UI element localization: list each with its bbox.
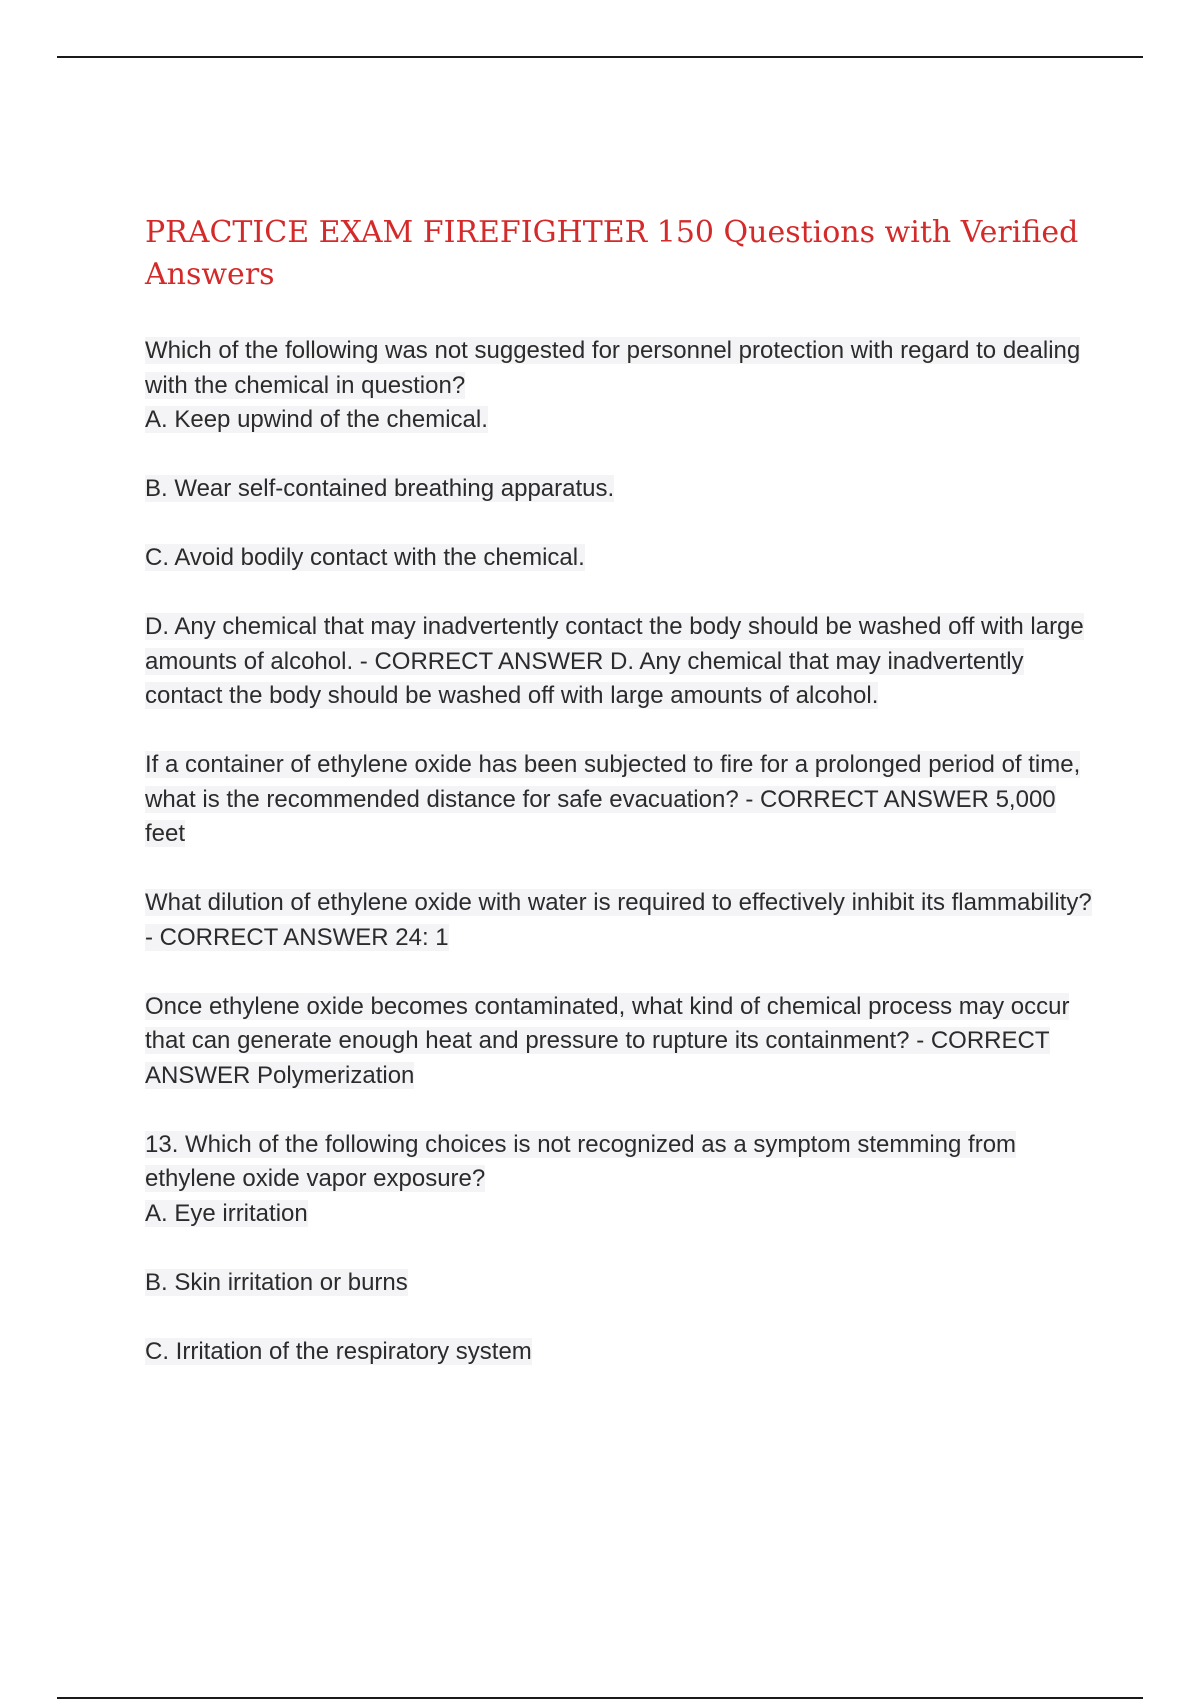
paragraph-line: B. Skin irritation or burns [145, 1268, 408, 1296]
question-2-answer [145, 748, 1095, 852]
question-1-prompt: Which of the following was not suggested for personnel protection with regard to dealing with the chemical in question? [145, 337, 1081, 399]
paragraph-line: B. Wear self-contained breathing apparatus. [145, 475, 615, 502]
question-1-option-d-answer [145, 610, 1095, 714]
question-1-option-a: A. Keep upwind of the chemical. [145, 406, 488, 433]
paragraph-line: If a container of ethylene oxide has been subjected to fire for a prolonged period of time, what is the recommended distance for safe evacuation? - CORRECT ANSWER 5,000 feet [145, 751, 1081, 847]
question-4-answer [145, 990, 1095, 1094]
document-title: PRACTICE EXAM FIREFIGHTER 150 Questions with Verified Answers [145, 215, 1079, 292]
question-3-answer [145, 886, 1095, 955]
paragraph-line: Once ethylene oxide becomes contaminated, what kind of chemical process may occur that can generate enough heat and pressure to rupture its containment? - CORRECT ANSWER Polymerization [145, 992, 1070, 1089]
question-1-option-c [145, 541, 1095, 576]
question-13-prompt: 13. Which of the following choices is not recognized as a symptom stemming from ethylene oxide vapor exposure? [145, 1130, 1017, 1192]
document-body [145, 212, 1095, 1404]
question-1-text [145, 334, 1095, 438]
header-rule [57, 56, 1143, 58]
footer-rule [57, 1697, 1143, 1699]
question-13-option-c [145, 1335, 1095, 1370]
paragraph-line: D. Any chemical that may inadvertently contact the body should be washed off with large amounts of alcohol. - CORRECT ANSWER D. Any chemical that may inadvertently contact the body should be washed off with large amounts of alcohol. [145, 613, 1084, 709]
question-13-text [145, 1128, 1095, 1232]
question-1-option-b [145, 472, 1095, 507]
paragraph-line: C. Avoid bodily contact with the chemical. [145, 544, 585, 571]
question-13-option-b [145, 1266, 1095, 1301]
paragraph-line: C. Irritation of the respiratory system [145, 1337, 532, 1365]
paragraph-line: What dilution of ethylene oxide with water is required to effectively inhibit its flammability? - CORRECT ANSWER 24: 1 [145, 889, 1092, 951]
question-13-option-a: A. Eye irritation [145, 1199, 308, 1227]
